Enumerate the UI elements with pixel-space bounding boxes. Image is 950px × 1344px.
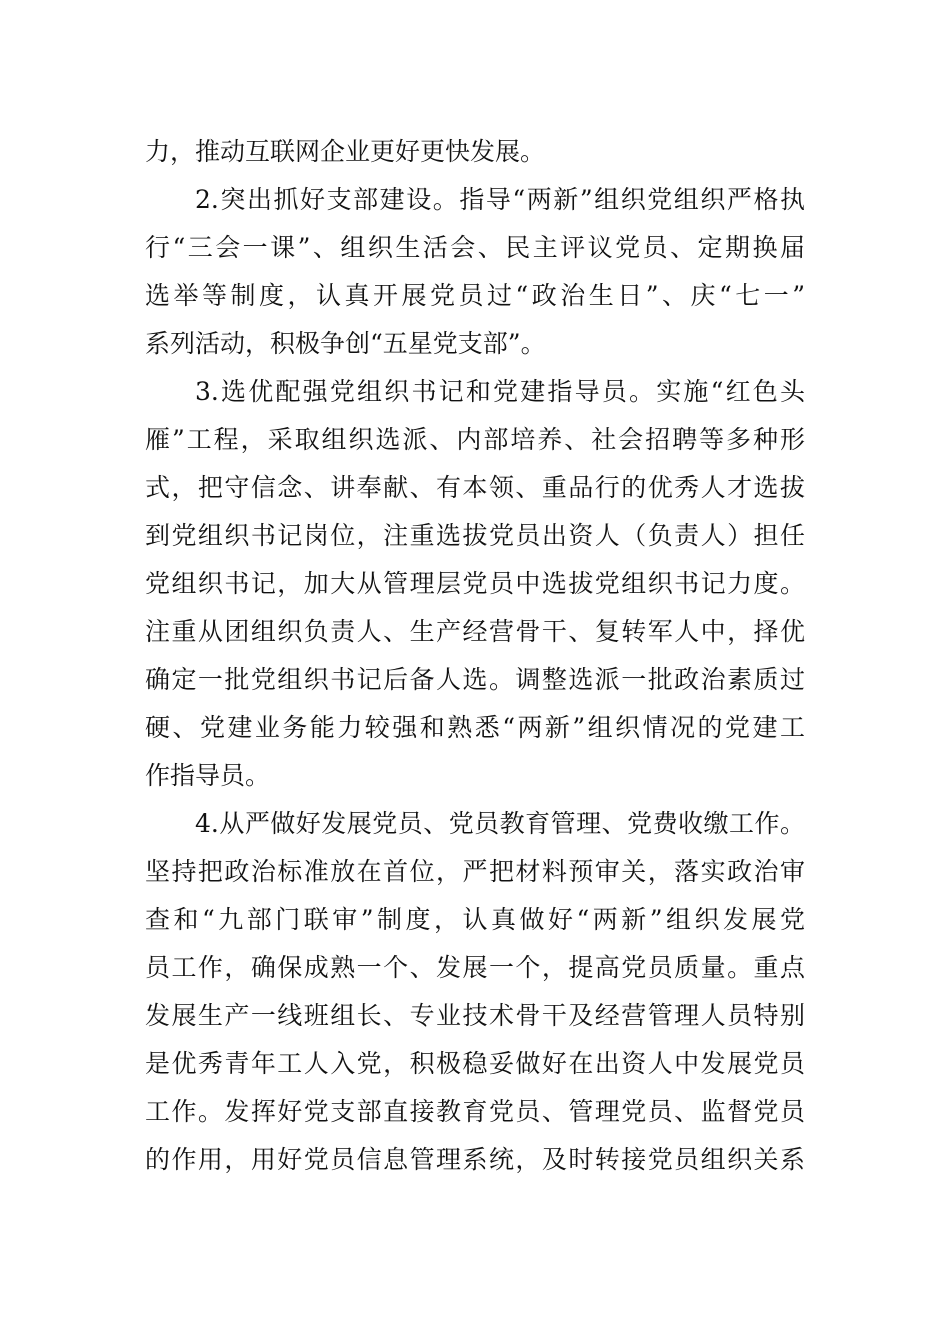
- paragraph-continuation: [145, 128, 805, 176]
- text-line: 坚持把政治标准放在首位，严把材料预审关，落实政治审: [145, 857, 805, 886]
- text-line: 3.选优配强党组织书记和党建指导员。实施“红色头: [195, 377, 805, 406]
- text-line: 力，推动互联网企业更好更快发展。: [145, 137, 546, 166]
- text-line: 查和“九部门联审”制度，认真做好“两新”组织发展党: [145, 905, 805, 934]
- text-line: 雁”工程，采取组织选派、内部培养、社会招聘等多种形: [145, 425, 805, 454]
- text-line: 注重从团组织负责人、生产经营骨干、复转军人中，择优: [145, 617, 805, 646]
- text-line: 系列活动，积极争创“五星党支部”。: [145, 329, 546, 358]
- text-line: 工作。发挥好党支部直接教育党员、管理党员、监督党员: [145, 1097, 805, 1126]
- text-line: 是优秀青年工人入党，积极稳妥做好在出资人中发展党员: [145, 1049, 805, 1078]
- text-line: 选举等制度，认真开展党员过“政治生日”、庆“七一”: [145, 281, 805, 310]
- text-line: 行“三会一课”、组织生活会、民主评议党员、定期换届: [145, 233, 805, 262]
- paragraph-item-3: [145, 368, 805, 800]
- text-line: 硬、党建业务能力较强和熟悉“两新”组织情况的党建工: [145, 713, 805, 742]
- text-line: 党组织书记，加大从管理层党员中选拔党组织书记力度。: [145, 569, 805, 598]
- text-line: 确定一批党组织书记后备人选。调整选派一批政治素质过: [145, 665, 805, 694]
- text-line: 的作用，用好党员信息管理系统，及时转接党员组织关系: [145, 1145, 805, 1174]
- text-line: 4.从严做好发展党员、党员教育管理、党费收缴工作。: [195, 809, 805, 838]
- text-line: 2.突出抓好支部建设。指导“两新”组织党组织严格执: [195, 185, 805, 214]
- text-line: 作指导员。: [145, 761, 271, 790]
- text-line: 发展生产一线班组长、专业技术骨干及经营管理人员特别: [145, 1001, 805, 1030]
- paragraph-item-4: [145, 800, 805, 1184]
- document-body: [145, 128, 805, 1184]
- text-line: 式，把守信念、讲奉献、有本领、重品行的优秀人才选拔: [145, 473, 805, 502]
- text-line: 到党组织书记岗位，注重选拔党员出资人（负责人）担任: [145, 521, 805, 550]
- paragraph-item-2: [145, 176, 805, 368]
- text-line: 员工作，确保成熟一个、发展一个，提高党员质量。重点: [145, 953, 805, 982]
